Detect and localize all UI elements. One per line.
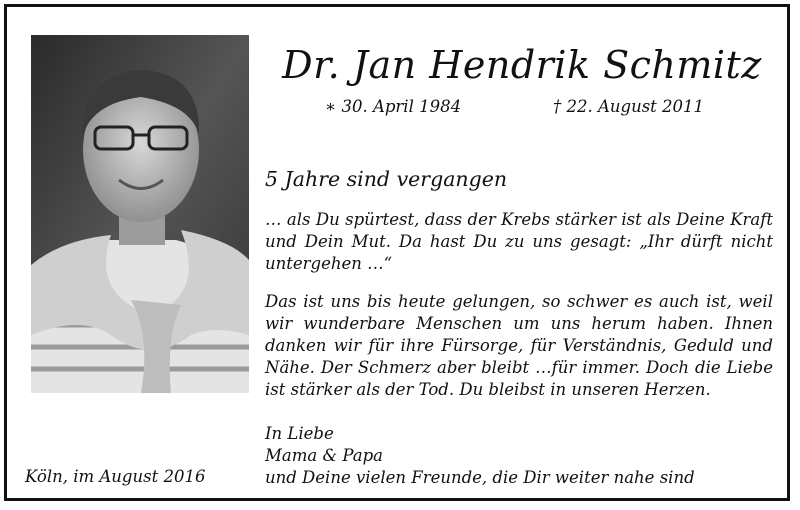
death-date: † 22. August 2011 [553, 97, 705, 116]
portrait-image [31, 35, 249, 393]
birth-date: ∗ 30. April 1984 [325, 97, 462, 116]
deceased-name: Dr. Jan Hendrik Schmitz [282, 43, 762, 87]
text-paragraph-2: Das ist uns bis heute gelungen, so schwer es auch ist, weil wir wunderbare Menschen um uns herum haben. Ihnen danken wir für ihre Fürsorge, für Verständnis, Geduld und Nähe. Der Schmerz aber bleibt …für immer. Doch die Liebe ist stärker als der Tod. Du bleibst in unseren Herzen. [265, 292, 773, 399]
place-and-date: Köln, im August 2016 [25, 467, 206, 486]
obituary-card [4, 4, 790, 501]
signature-block [265, 423, 695, 489]
signature-line-2: Mama & Papa [265, 446, 383, 465]
portrait-photo [31, 35, 249, 393]
signature-line-3: und Deine vielen Freunde, die Dir weiter nahe sind [265, 468, 695, 487]
signature-line-1: In Liebe [265, 424, 334, 443]
memorial-heading: 5 Jahre sind vergangen [265, 167, 508, 191]
text-paragraph-1: … als Du spürtest, dass der Krebs stärker ist als Deine Kraft und Dein Mut. Da hast Du zu uns gesagt: „Ihr dürft nicht untergehen …“ [265, 210, 773, 273]
